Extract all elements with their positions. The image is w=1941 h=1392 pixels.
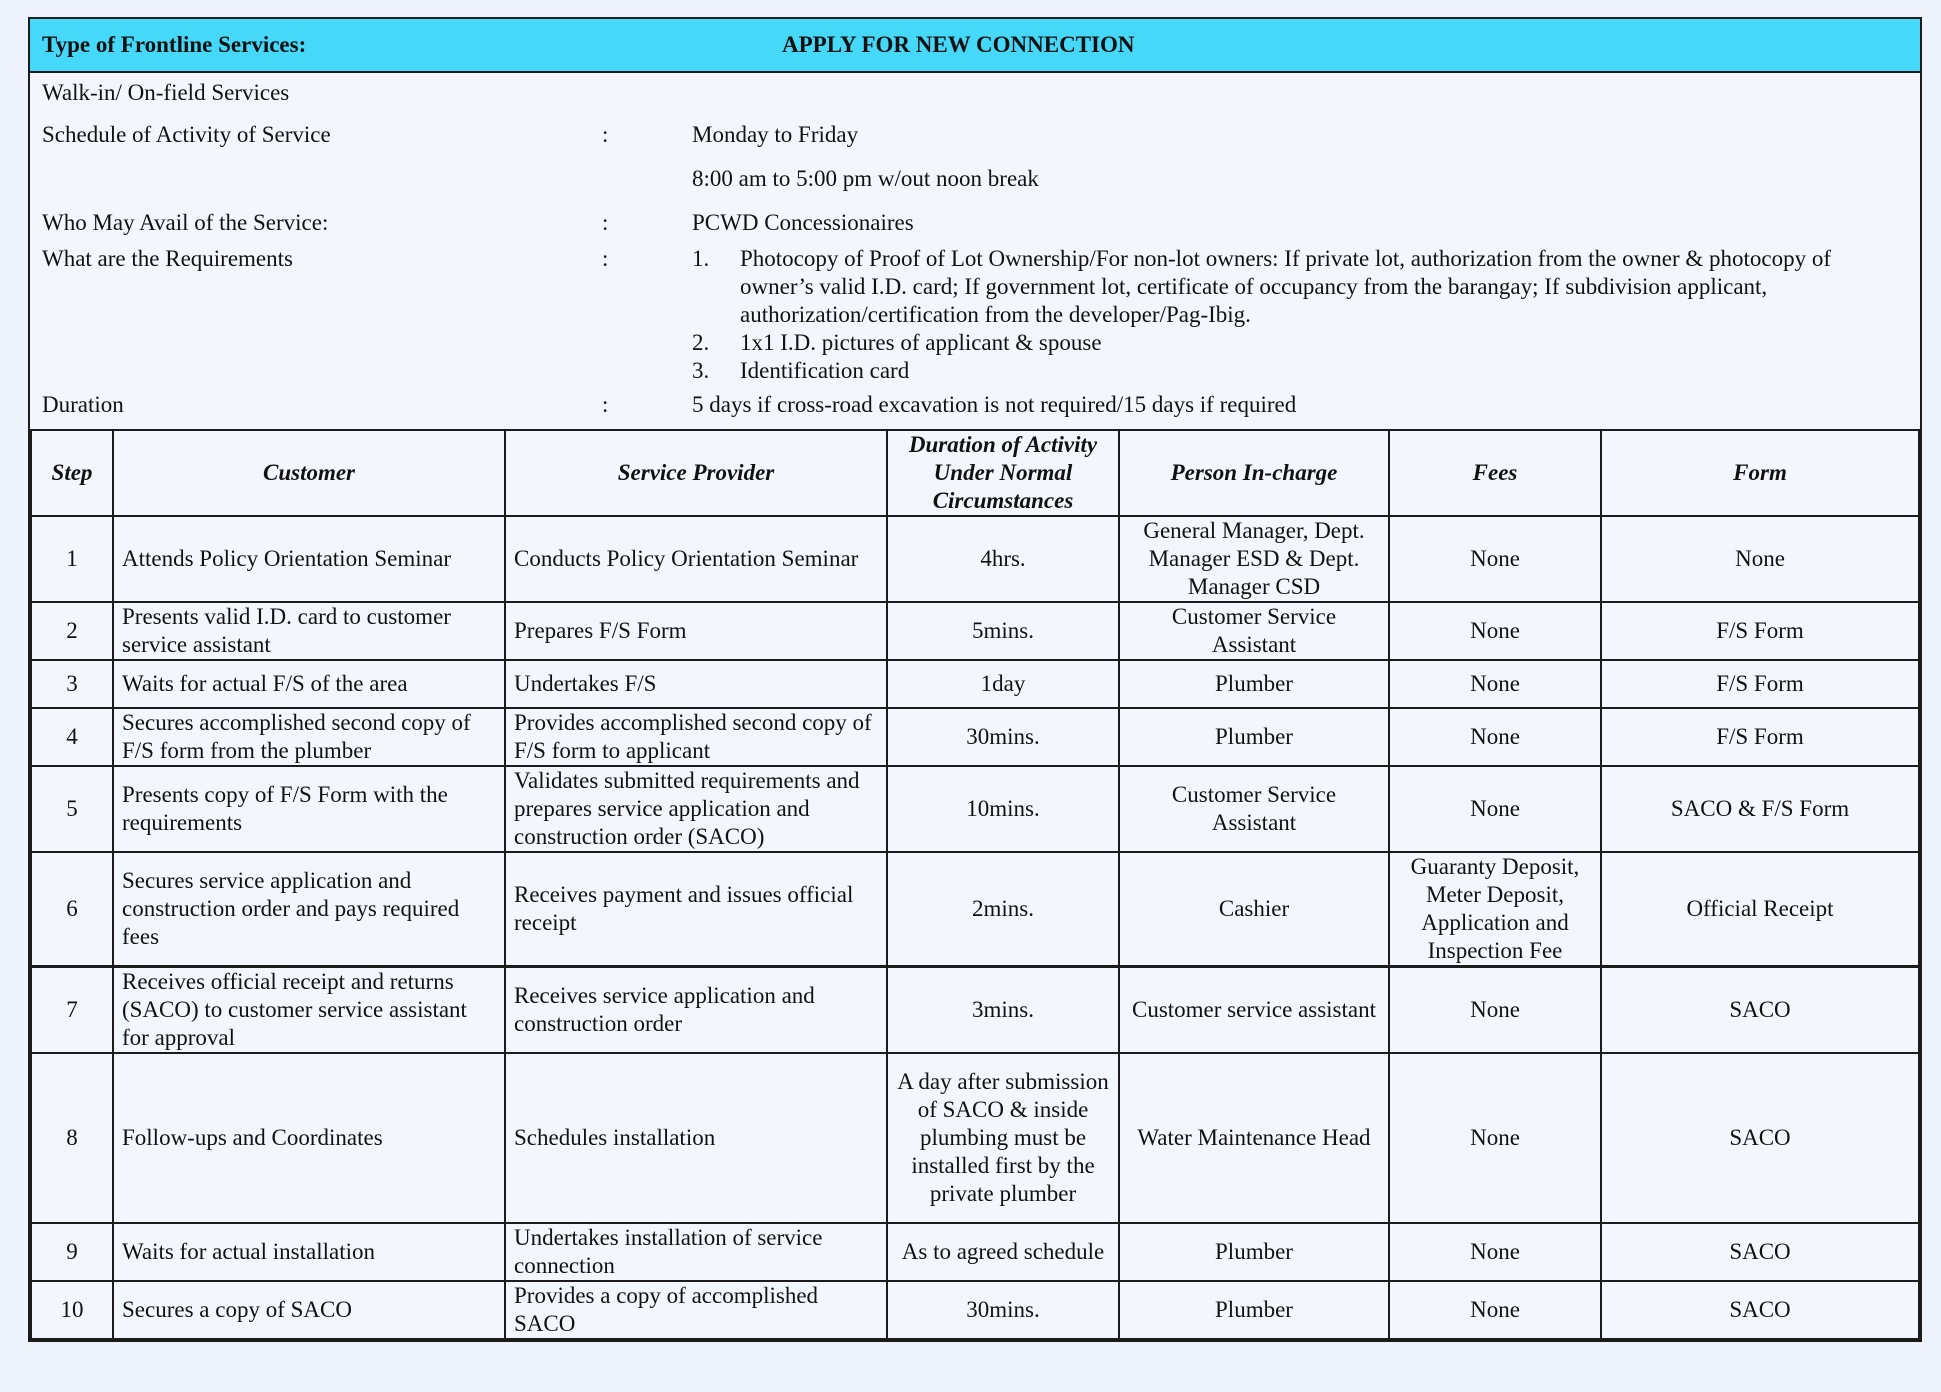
customer-cell: Presents copy of F/S Form with the requirements [113, 766, 505, 852]
person-cell: Plumber [1119, 1223, 1389, 1281]
service-type-label: Type of Frontline Services: [42, 32, 307, 57]
who-colon: : [602, 210, 609, 235]
fees-cell: None [1389, 1281, 1601, 1339]
walkin-label: Walk-in/ On-field Services [42, 80, 290, 105]
provider-cell: Undertakes installation of service connection [505, 1223, 887, 1281]
duration-cell: 3mins. [887, 967, 1119, 1054]
table-row [31, 1223, 1919, 1281]
service-type-banner [30, 19, 1920, 73]
customer-cell: Secures accomplished second copy of F/S form from the plumber [113, 708, 505, 766]
table-row [31, 967, 1919, 1054]
requirement-item: 1. Photocopy of Proof of Lot Ownership/For non-lot owners: If private lot, authorization from the owner & photocopy of owner’s valid I.D. card; If government lot, certificate of occupancy from the barangay; If subdivision applicant, authorization/certification from the developer/Pag-Ibig. [692, 246, 1832, 327]
fees-cell: None [1389, 766, 1601, 852]
steps-table [30, 429, 1920, 1340]
schedule-days: Monday to Friday [692, 122, 859, 147]
provider-cell: Validates submitted requirements and prepares service application and construction order (SACO) [505, 766, 887, 852]
table-row [31, 852, 1919, 967]
step-cell: 4 [31, 708, 113, 766]
customer-cell: Attends Policy Orientation Seminar [113, 516, 505, 602]
requirements-colon: : [602, 246, 609, 271]
table-row [31, 1281, 1919, 1339]
duration-cell: 5mins. [887, 602, 1119, 660]
fees-cell: None [1389, 660, 1601, 708]
provider-cell: Provides a copy of accomplished SACO [505, 1281, 887, 1339]
who-label: Who May Avail of the Service: [42, 210, 329, 235]
step-cell: 2 [31, 602, 113, 660]
fees-cell: None [1389, 602, 1601, 660]
header-person-in-charge: Person In-charge [1119, 430, 1389, 516]
provider-cell: Provides accomplished second copy of F/S form to applicant [505, 708, 887, 766]
header-duration: Duration of Activity Under Normal Circumstances [887, 430, 1119, 516]
duration-cell: A day after submission of SACO & inside plumbing must be installed first by the private plumber [887, 1053, 1119, 1223]
service-document [28, 17, 1922, 1342]
table-row [31, 708, 1919, 766]
customer-cell: Receives official receipt and returns (SACO) to customer service assistant for approval [113, 967, 505, 1054]
provider-cell: Conducts Policy Orientation Seminar [505, 516, 887, 602]
duration-label: Duration [42, 392, 124, 417]
header-service-provider: Service Provider [505, 430, 887, 516]
table-row [31, 602, 1919, 660]
step-cell: 7 [31, 967, 113, 1054]
requirement-item: 2. 1x1 I.D. pictures of applicant & spouse [692, 330, 1102, 355]
requirements-row [42, 245, 1908, 385]
form-cell: SACO [1601, 967, 1919, 1054]
table-row [31, 1053, 1919, 1223]
duration-colon: : [602, 392, 609, 417]
schedule-hours-row [42, 157, 1908, 201]
step-cell: 10 [31, 1281, 113, 1339]
customer-cell: Waits for actual installation [113, 1223, 505, 1281]
fees-cell: None [1389, 967, 1601, 1054]
table-header-row [31, 430, 1919, 516]
requirements-list [692, 245, 1908, 385]
requirements-label: What are the Requirements [42, 246, 293, 271]
form-cell: F/S Form [1601, 660, 1919, 708]
duration-cell: 1day [887, 660, 1119, 708]
person-cell: General Manager, Dept. Manager ESD & Dept. Manager CSD [1119, 516, 1389, 602]
form-cell: F/S Form [1601, 708, 1919, 766]
schedule-label: Schedule of Activity of Service [42, 122, 331, 147]
table-row [31, 516, 1919, 602]
duration-cell: 30mins. [887, 1281, 1119, 1339]
form-cell: F/S Form [1601, 602, 1919, 660]
service-info-section [30, 73, 1920, 429]
customer-cell: Waits for actual F/S of the area [113, 660, 505, 708]
form-cell: SACO [1601, 1281, 1919, 1339]
provider-cell: Receives service application and construction order [505, 967, 887, 1054]
who-row [42, 201, 1908, 245]
provider-cell: Receives payment and issues official receipt [505, 852, 887, 967]
customer-cell: Follow-ups and Coordinates [113, 1053, 505, 1223]
step-cell: 9 [31, 1223, 113, 1281]
person-cell: Cashier [1119, 852, 1389, 967]
requirement-item: 3. Identification card [692, 358, 910, 383]
fees-cell: None [1389, 1223, 1601, 1281]
schedule-row [42, 113, 1908, 157]
table-row [31, 766, 1919, 852]
duration-row [42, 385, 1908, 425]
person-cell: Customer service assistant [1119, 967, 1389, 1054]
duration-value: 5 days if cross-road excavation is not required/15 days if required [692, 392, 1297, 417]
customer-cell: Secures service application and construction order and pays required fees [113, 852, 505, 967]
step-cell: 6 [31, 852, 113, 967]
provider-cell: Schedules installation [505, 1053, 887, 1223]
provider-cell: Undertakes F/S [505, 660, 887, 708]
person-cell: Customer Service Assistant [1119, 602, 1389, 660]
service-type-value: APPLY FOR NEW CONNECTION [782, 32, 1135, 57]
form-cell: SACO & F/S Form [1601, 766, 1919, 852]
duration-cell: 2mins. [887, 852, 1119, 967]
fees-cell: Guaranty Deposit, Meter Deposit, Application and Inspection Fee [1389, 852, 1601, 967]
person-cell: Plumber [1119, 708, 1389, 766]
duration-cell: 4hrs. [887, 516, 1119, 602]
form-cell: SACO [1601, 1053, 1919, 1223]
schedule-colon: : [602, 122, 609, 147]
step-cell: 1 [31, 516, 113, 602]
step-cell: 3 [31, 660, 113, 708]
schedule-hours: 8:00 am to 5:00 pm w/out noon break [692, 166, 1039, 191]
customer-cell: Secures a copy of SACO [113, 1281, 505, 1339]
duration-cell: 10mins. [887, 766, 1119, 852]
table-row [31, 660, 1919, 708]
provider-cell: Prepares F/S Form [505, 602, 887, 660]
person-cell: Plumber [1119, 660, 1389, 708]
step-cell: 5 [31, 766, 113, 852]
header-customer: Customer [113, 430, 505, 516]
duration-cell: 30mins. [887, 708, 1119, 766]
fees-cell: None [1389, 516, 1601, 602]
fees-cell: None [1389, 708, 1601, 766]
header-step: Step [31, 430, 113, 516]
form-cell: SACO [1601, 1223, 1919, 1281]
step-cell: 8 [31, 1053, 113, 1223]
header-form: Form [1601, 430, 1919, 516]
customer-cell: Presents valid I.D. card to customer service assistant [113, 602, 505, 660]
duration-cell: As to agreed schedule [887, 1223, 1119, 1281]
who-value: PCWD Concessionaires [692, 210, 914, 235]
form-cell: Official Receipt [1601, 852, 1919, 967]
form-cell: None [1601, 516, 1919, 602]
person-cell: Customer Service Assistant [1119, 766, 1389, 852]
person-cell: Water Maintenance Head [1119, 1053, 1389, 1223]
person-cell: Plumber [1119, 1281, 1389, 1339]
header-fees: Fees [1389, 430, 1601, 516]
fees-cell: None [1389, 1053, 1601, 1223]
